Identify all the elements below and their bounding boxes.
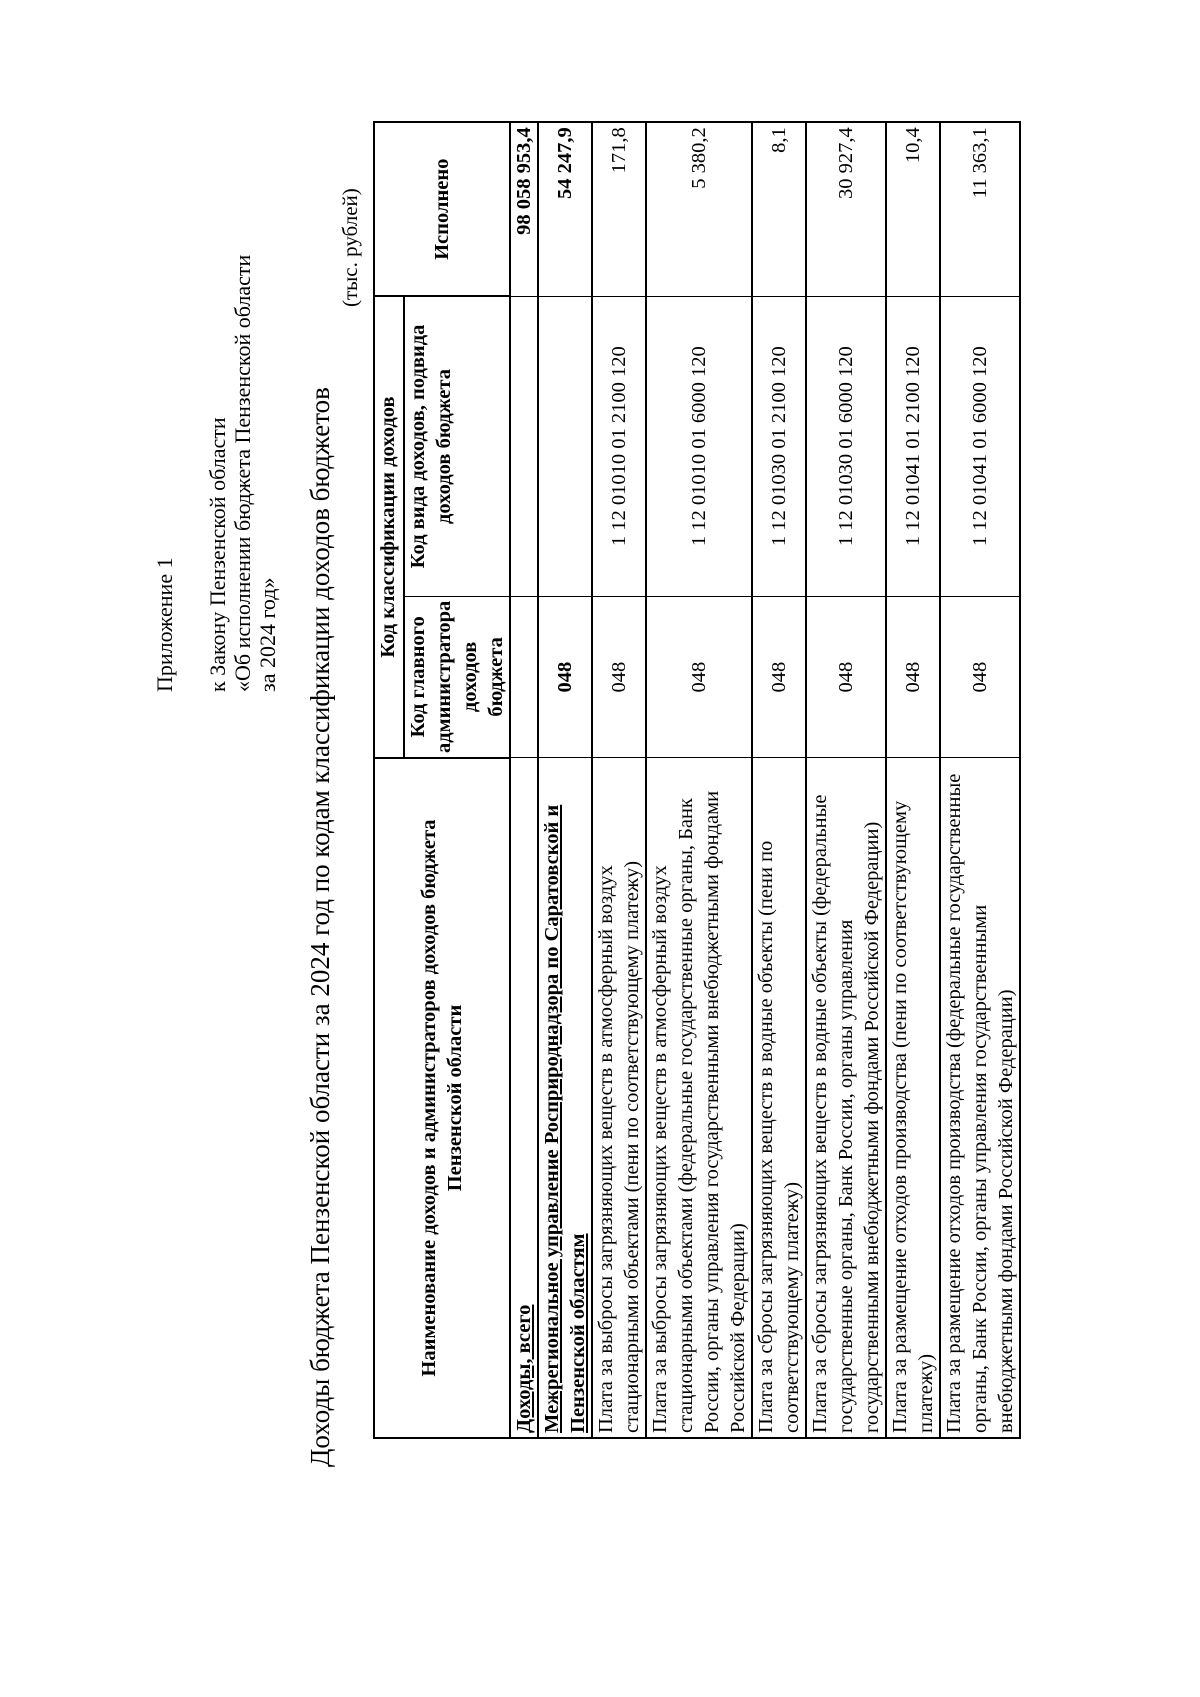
row-admin-code: 048 — [886, 596, 940, 758]
row-admin-code — [510, 596, 538, 758]
appendix-label: Приложение 1 — [152, 557, 177, 692]
row-name: Плата за выбросы загрязняющих веществ в атмосферный воздух стационарными объектами (пени по соответствующему платежу) — [592, 758, 646, 1438]
row-name: Межрегиональное управление Росприроднадзора по Саратовской и Пензенской областям — [538, 758, 592, 1438]
row-executed: 5 380,2 — [646, 122, 752, 296]
row-name: Плата за размещение отходов производства (пени по соответствующему платежу) — [886, 758, 940, 1438]
row-admin-code: 048 — [592, 596, 646, 758]
table-row — [806, 122, 886, 1438]
row-executed: 30 927,4 — [806, 122, 886, 296]
document-title: Доходы бюджета Пензенской области за 2024 год по кодам классификации доходов бюджетов — [305, 387, 335, 1467]
row-name: Плата за сбросы загрязняющих веществ в водные объекты (федеральные государственные органы, Банк России, органы управления государственными внебюджетными фондами Российской Федерации) — [806, 758, 886, 1438]
row-admin-code: 048 — [806, 596, 886, 758]
row-income-code: 1 12 01041 01 6000 120 — [940, 296, 1020, 596]
row-executed: 10,4 — [886, 122, 940, 296]
row-executed: 54 247,9 — [538, 122, 592, 296]
law-line: к Закону Пензенской области — [205, 417, 230, 692]
row-income-code: 1 12 01010 01 6000 120 — [646, 296, 752, 596]
row-admin-code: 048 — [538, 596, 592, 758]
row-executed: 171,8 — [592, 122, 646, 296]
table-row — [538, 122, 592, 1438]
law-reference — [205, 255, 280, 692]
income-table — [373, 121, 1021, 1439]
header-executed: Исполнено — [374, 122, 510, 296]
row-income-code — [510, 296, 538, 596]
law-line: «Об исполнении бюджета Пензенской области — [230, 254, 255, 692]
table-row — [752, 122, 806, 1438]
row-executed: 11 363,1 — [940, 122, 1020, 296]
row-admin-code: 048 — [646, 596, 752, 758]
row-name: Доходы, всего — [510, 758, 538, 1438]
row-name: Плата за сбросы загрязняющих веществ в водные объекты (пени по соответствующему платежу) — [752, 758, 806, 1438]
row-name: Плата за размещение отходов производства (федеральные государственные органы, Банк России, органы управления государственными внебюджетными фондами Российской Федерации) — [940, 758, 1020, 1438]
row-income-code: 1 12 01010 01 2100 120 — [592, 296, 646, 596]
header-admin-code: Код главного администратора доходов бюджета — [404, 596, 510, 758]
row-name: Плата за выбросы загрязняющих веществ в атмосферный воздух стационарными объектами (федеральные государственные органы, Банк России, органы управления государственными внебюджетными фондами Российской Федерации) — [646, 758, 752, 1438]
table-row — [510, 122, 538, 1438]
row-income-code: 1 12 01041 01 2100 120 — [886, 296, 940, 596]
row-income-code — [538, 296, 592, 596]
row-admin-code: 048 — [752, 596, 806, 758]
law-line: за 2024 год» — [255, 577, 280, 692]
row-executed: 98 058 953,4 — [510, 122, 538, 296]
header-income-code: Код вида доходов, подвида доходов бюджета — [404, 296, 510, 596]
header-name: Наименование доходов и администраторов доходов бюджета Пензенской области — [374, 758, 510, 1438]
table-row — [886, 122, 940, 1438]
row-executed: 8,1 — [752, 122, 806, 296]
table-row — [646, 122, 752, 1438]
row-income-code: 1 12 01030 01 2100 120 — [752, 296, 806, 596]
row-admin-code: 048 — [940, 596, 1020, 758]
table-row — [592, 122, 646, 1438]
unit-label: (тыс. рублей) — [338, 188, 362, 307]
header-code-group: Код классификации доходов — [374, 296, 404, 758]
table-row — [940, 122, 1020, 1438]
row-income-code: 1 12 01030 01 6000 120 — [806, 296, 886, 596]
